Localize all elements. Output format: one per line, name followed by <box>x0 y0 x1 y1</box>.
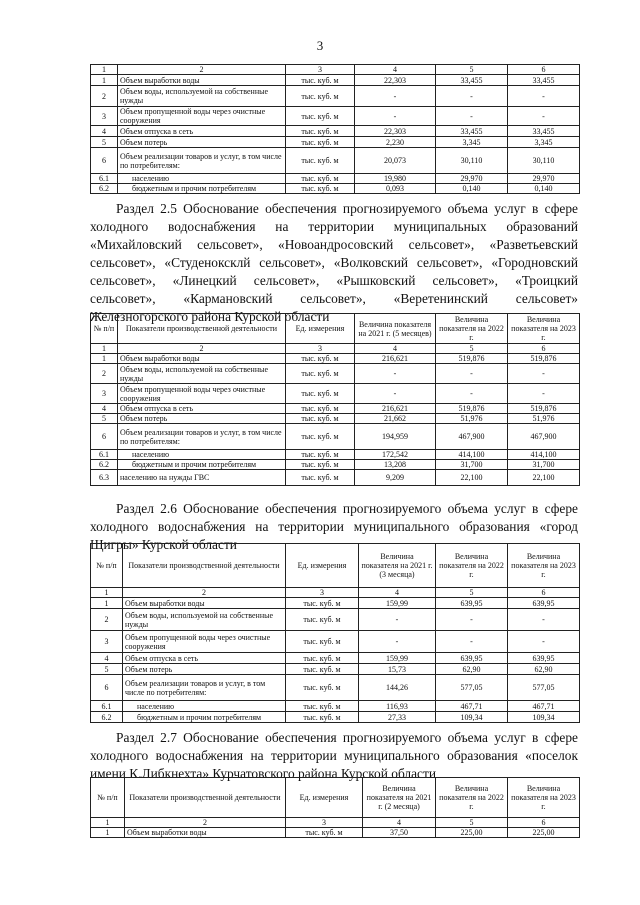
row-num: 6.2 <box>91 712 123 723</box>
row-v1: 194,959 <box>355 424 436 450</box>
row-num: 6.1 <box>91 450 118 460</box>
row-num: 6.1 <box>91 174 118 184</box>
row-v3: 22,100 <box>508 470 580 486</box>
row-unit: тыс. куб. м <box>286 184 355 194</box>
row-v3: - <box>508 86 580 107</box>
table-2 <box>90 313 580 486</box>
row-name: бюджетным и прочим потребителям <box>123 712 286 723</box>
row-v3: 467,900 <box>508 424 580 450</box>
table-row <box>91 174 580 184</box>
row-v3: - <box>508 107 580 126</box>
row-v2: 109,34 <box>436 712 508 723</box>
col-label: 1 <box>91 344 118 354</box>
row-v1: - <box>359 631 436 653</box>
row-v1: 216,621 <box>355 404 436 414</box>
col-label: 4 <box>355 65 436 75</box>
col-label: 1 <box>91 588 123 598</box>
row-unit: тыс. куб. м <box>286 148 355 174</box>
row-v1: 22,303 <box>355 75 436 86</box>
row-v3: 639,95 <box>508 653 580 664</box>
header-num: № п/п <box>91 314 118 344</box>
table-row <box>91 404 580 414</box>
row-unit: тыс. куб. м <box>286 86 355 107</box>
row-name: Объем пропущенной воды через очистные сооружения <box>118 107 286 126</box>
row-name: Объем воды, используемой на собственные нужды <box>118 86 286 107</box>
row-v2: 414,100 <box>436 450 508 460</box>
col-label: 5 <box>436 818 508 828</box>
table-colnum-row <box>91 344 580 354</box>
row-v3: 3,345 <box>508 137 580 148</box>
row-name: Объем реализации товаров и услуг, в том числе по потребителям: <box>118 148 286 174</box>
row-v3: - <box>508 364 580 384</box>
row-name: населению <box>123 701 286 712</box>
row-v1: 0,093 <box>355 184 436 194</box>
table-row <box>91 631 580 653</box>
header-2023: Величина показателя на 2023 г. <box>508 778 580 818</box>
row-v1: 22,303 <box>355 126 436 137</box>
row-v3: - <box>508 384 580 404</box>
row-unit: тыс. куб. м <box>286 450 355 460</box>
table-header-row <box>91 778 580 818</box>
table-row <box>91 184 580 194</box>
row-v1: 172,542 <box>355 450 436 460</box>
row-num: 6.2 <box>91 184 118 194</box>
header-2021: Величина показателя на 2021 г. (3 месяца) <box>359 544 436 588</box>
row-name: Объем потерь <box>118 414 286 424</box>
row-unit: тыс. куб. м <box>286 364 355 384</box>
row-name: Объем выработки воды <box>123 598 286 609</box>
row-v2: 33,455 <box>436 126 508 137</box>
row-num: 5 <box>91 664 123 675</box>
row-v3: 62,90 <box>508 664 580 675</box>
row-unit: тыс. куб. м <box>286 631 359 653</box>
page-number: 3 <box>316 38 324 53</box>
row-name: Объем воды, используемой на собственные нужды <box>118 364 286 384</box>
row-v2: 0,140 <box>436 184 508 194</box>
table-header-row <box>91 544 580 588</box>
row-v2: 519,876 <box>436 404 508 414</box>
row-v1: - <box>355 384 436 404</box>
row-v2: - <box>436 631 508 653</box>
col-label: 1 <box>91 65 118 75</box>
header-unit: Ед. измерения <box>286 544 359 588</box>
row-v3: 33,455 <box>508 126 580 137</box>
row-num: 3 <box>91 107 118 126</box>
row-name: населению <box>118 450 286 460</box>
table-row <box>91 712 580 723</box>
row-name: Объем отпуска в сеть <box>118 126 286 137</box>
table-1 <box>90 64 580 194</box>
row-v3: 33,455 <box>508 75 580 86</box>
row-v1: 27,33 <box>359 712 436 723</box>
row-v3: 225,00 <box>508 828 580 838</box>
row-v2: - <box>436 384 508 404</box>
row-num: 3 <box>91 384 118 404</box>
row-v2: 31,700 <box>436 460 508 470</box>
section-2-5-text: Раздел 2.5 Обоснование обеспечения прогнозируемого объема услуг в сфере холодного водоснабжения на территории муниципальных образований «Михайловский сельсовет», «Новоандросовский сельсовет», «Разветьевский сельсовет», «Студеноксклй сельсовет», «Волковский сельсовет», «Городновский сельсовет», «Линецкий сельсовет», «Рышковский сельсовет», «Троицкий сельсовет», «Кармановский сельсовет», «Веретенинский сельсовет» Железногорского района Курской области <box>90 201 578 324</box>
col-label: 4 <box>363 818 436 828</box>
row-name: Объем реализации товаров и услуг, в том числе по потребителям: <box>118 424 286 450</box>
row-num: 4 <box>91 126 118 137</box>
col-label: 3 <box>286 818 363 828</box>
row-v2: 33,455 <box>436 75 508 86</box>
row-v1: 159,99 <box>359 598 436 609</box>
row-name: Объем выработки воды <box>118 75 286 86</box>
row-v3: 519,876 <box>508 354 580 364</box>
row-name: Объем отпуска в сеть <box>123 653 286 664</box>
col-label: 4 <box>355 344 436 354</box>
row-v3: 51,976 <box>508 414 580 424</box>
row-unit: тыс. куб. м <box>286 107 355 126</box>
row-v2: 467,900 <box>436 424 508 450</box>
row-num: 1 <box>91 828 125 838</box>
row-name: Объем выработки воды <box>125 828 286 838</box>
row-v3: - <box>508 631 580 653</box>
col-label: 3 <box>286 588 359 598</box>
row-unit: тыс. куб. м <box>286 701 359 712</box>
table-3 <box>90 543 580 723</box>
row-v2: 62,90 <box>436 664 508 675</box>
table-row <box>91 354 580 364</box>
table-row <box>91 828 580 838</box>
row-v2: 577,05 <box>436 675 508 701</box>
row-v2: 639,95 <box>436 653 508 664</box>
row-num: 1 <box>91 75 118 86</box>
header-indicators: Показатели производственной деятельности <box>123 544 286 588</box>
header-2021: Величина показателя на 2021 г. (5 месяцев) <box>355 314 436 344</box>
row-v3: 639,95 <box>508 598 580 609</box>
row-unit: тыс. куб. м <box>286 414 355 424</box>
row-v3: 29,970 <box>508 174 580 184</box>
table-row <box>91 460 580 470</box>
row-v2: 29,970 <box>436 174 508 184</box>
row-unit: тыс. куб. м <box>286 828 363 838</box>
col-label: 2 <box>118 344 286 354</box>
header-2023: Величина показателя на 2023 г. <box>508 314 580 344</box>
table-row <box>91 470 580 486</box>
row-v1: 37,50 <box>363 828 436 838</box>
col-label: 2 <box>123 588 286 598</box>
table-row <box>91 424 580 450</box>
table-row <box>91 107 580 126</box>
row-v2: 225,00 <box>436 828 508 838</box>
row-num: 5 <box>91 414 118 424</box>
table-row <box>91 609 580 631</box>
row-v2: - <box>436 609 508 631</box>
row-v3: 519,876 <box>508 404 580 414</box>
row-unit: тыс. куб. м <box>286 470 355 486</box>
table-row <box>91 598 580 609</box>
row-v1: - <box>355 86 436 107</box>
row-v1: 2,230 <box>355 137 436 148</box>
row-v2: - <box>436 364 508 384</box>
col-label: 3 <box>286 344 355 354</box>
table-row <box>91 675 580 701</box>
header-num: № п/п <box>91 544 123 588</box>
row-name: Объем потерь <box>118 137 286 148</box>
row-num: 4 <box>91 653 123 664</box>
row-unit: тыс. куб. м <box>286 653 359 664</box>
table-row <box>91 664 580 675</box>
table-row <box>91 75 580 86</box>
header-unit: Ед. измерения <box>286 314 355 344</box>
col-label: 2 <box>118 65 286 75</box>
row-num: 2 <box>91 364 118 384</box>
table-header-row <box>91 314 580 344</box>
col-label: 6 <box>508 65 580 75</box>
row-num: 2 <box>91 609 123 631</box>
row-v3: 109,34 <box>508 712 580 723</box>
row-v1: - <box>359 609 436 631</box>
row-num: 2 <box>91 86 118 107</box>
row-unit: тыс. куб. м <box>286 460 355 470</box>
row-unit: тыс. куб. м <box>286 598 359 609</box>
row-v2: 467,71 <box>436 701 508 712</box>
row-v1: 159,99 <box>359 653 436 664</box>
row-v2: 3,345 <box>436 137 508 148</box>
header-unit: Ед. измерения <box>286 778 363 818</box>
row-v1: 216,621 <box>355 354 436 364</box>
header-2023: Величина показателя на 2023 г. <box>508 544 580 588</box>
table-row <box>91 450 580 460</box>
table-row <box>91 653 580 664</box>
row-v1: 144,26 <box>359 675 436 701</box>
header-2022: Величина показателя на 2022 г. <box>436 314 508 344</box>
row-v1: 13,208 <box>355 460 436 470</box>
row-v2: - <box>436 86 508 107</box>
row-unit: тыс. куб. м <box>286 424 355 450</box>
row-num: 1 <box>91 598 123 609</box>
header-indicators: Показатели производственной деятельности <box>125 778 286 818</box>
row-v3: 0,140 <box>508 184 580 194</box>
row-unit: тыс. куб. м <box>286 404 355 414</box>
row-name: бюджетным и прочим потребителям <box>118 460 286 470</box>
section-2-7-text: Раздел 2.7 Обоснование обеспечения прогнозируемого объема услуг в сфере холодного водоснабжения на территории муниципального образования «поселок имени К.Либкнехта» Курчатовского района Курской области <box>90 730 578 781</box>
row-unit: тыс. куб. м <box>286 384 355 404</box>
row-unit: тыс. куб. м <box>286 675 359 701</box>
row-v2: 22,100 <box>436 470 508 486</box>
col-label: 5 <box>436 344 508 354</box>
table-row <box>91 384 580 404</box>
row-num: 6 <box>91 148 118 174</box>
table-row <box>91 364 580 384</box>
row-num: 6.1 <box>91 701 123 712</box>
row-v1: - <box>355 107 436 126</box>
col-label: 2 <box>125 818 286 828</box>
row-v1: - <box>355 364 436 384</box>
header-num: № п/п <box>91 778 125 818</box>
row-v3: 31,700 <box>508 460 580 470</box>
row-v1: 20,073 <box>355 148 436 174</box>
col-label: 5 <box>436 588 508 598</box>
col-label: 6 <box>508 588 580 598</box>
row-name: Объем пропущенной воды через очистные сооружения <box>123 631 286 653</box>
col-label: 6 <box>508 818 580 828</box>
table-row <box>91 701 580 712</box>
row-unit: тыс. куб. м <box>286 137 355 148</box>
col-label: 4 <box>359 588 436 598</box>
row-v1: 15,73 <box>359 664 436 675</box>
table-colnum-row <box>91 818 580 828</box>
table-row <box>91 137 580 148</box>
row-name: Объем потерь <box>123 664 286 675</box>
row-unit: тыс. куб. м <box>286 126 355 137</box>
row-num: 5 <box>91 137 118 148</box>
row-v2: 51,976 <box>436 414 508 424</box>
row-num: 6.2 <box>91 460 118 470</box>
table-row <box>91 148 580 174</box>
row-num: 6 <box>91 675 123 701</box>
row-name: Объем реализации товаров и услуг, в том числе по потребителям: <box>123 675 286 701</box>
row-unit: тыс. куб. м <box>286 664 359 675</box>
row-num: 4 <box>91 404 118 414</box>
header-2022: Величина показателя на 2022 г. <box>436 778 508 818</box>
table-4 <box>90 777 580 838</box>
row-v2: 519,876 <box>436 354 508 364</box>
header-2022: Величина показателя на 2022 г. <box>436 544 508 588</box>
col-label: 6 <box>508 344 580 354</box>
row-num: 6.3 <box>91 470 118 486</box>
row-v1: 116,93 <box>359 701 436 712</box>
row-v3: 30,110 <box>508 148 580 174</box>
row-v3: - <box>508 609 580 631</box>
row-unit: тыс. куб. м <box>286 609 359 631</box>
row-name: Объем отпуска в сеть <box>118 404 286 414</box>
row-unit: тыс. куб. м <box>286 712 359 723</box>
section-2-6-text: Раздел 2.6 Обоснование обеспечения прогнозируемого объема услуг в сфере холодного водоснабжения на территории муниципального образования «город Щигры» Курской области <box>90 501 578 552</box>
row-unit: тыс. куб. м <box>286 354 355 364</box>
row-v2: 30,110 <box>436 148 508 174</box>
row-name: Объем пропущенной воды через очистные сооружения <box>118 384 286 404</box>
row-name: населению <box>118 174 286 184</box>
row-name: Объем выработки воды <box>118 354 286 364</box>
row-v2: 639,95 <box>436 598 508 609</box>
table-colnum-row <box>91 588 580 598</box>
col-label: 1 <box>91 818 125 828</box>
row-name: населению на нужды ГВС <box>118 470 286 486</box>
table-row <box>91 86 580 107</box>
header-indicators: Показатели производственной деятельности <box>118 314 286 344</box>
row-v3: 414,100 <box>508 450 580 460</box>
table-row <box>91 414 580 424</box>
col-label: 5 <box>436 65 508 75</box>
table-1-colnum-row <box>91 65 580 75</box>
row-name: Объем воды, используемой на собственные нужды <box>123 609 286 631</box>
table-row <box>91 126 580 137</box>
row-v1: 9,209 <box>355 470 436 486</box>
col-label: 3 <box>286 65 355 75</box>
row-num: 6 <box>91 424 118 450</box>
row-num: 3 <box>91 631 123 653</box>
row-v3: 467,71 <box>508 701 580 712</box>
row-v1: 19,980 <box>355 174 436 184</box>
row-v2: - <box>436 107 508 126</box>
row-v3: 577,05 <box>508 675 580 701</box>
header-2021: Величина показателя на 2021 г. (2 месяца) <box>363 778 436 818</box>
row-v1: 21,662 <box>355 414 436 424</box>
row-name: бюджетным и прочим потребителям <box>118 184 286 194</box>
row-unit: тыс. куб. м <box>286 75 355 86</box>
row-unit: тыс. куб. м <box>286 174 355 184</box>
row-num: 1 <box>91 354 118 364</box>
